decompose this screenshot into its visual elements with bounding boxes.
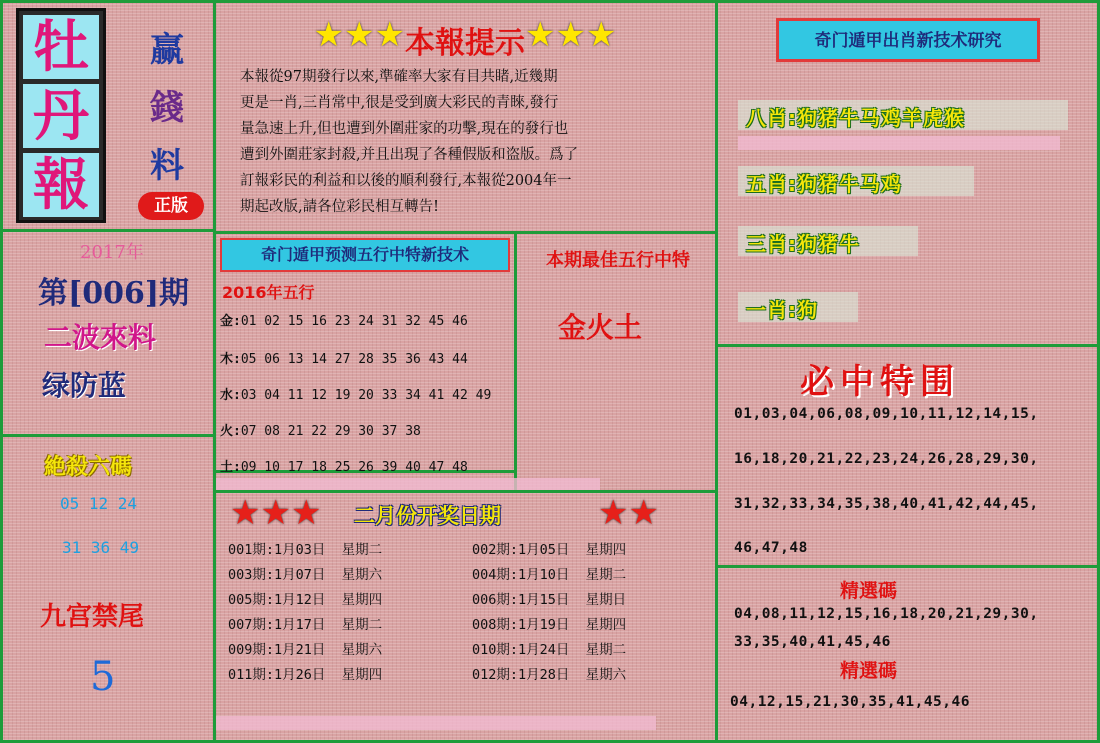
schedule-row: 005期:1月12日 星期四 [228, 592, 383, 608]
decorative-strip [216, 716, 656, 730]
three-zodiac: 三肖:狗猪牛 [746, 232, 860, 256]
selected-title-1: 精選碼 [840, 580, 898, 602]
nine-palace-value: 5 [90, 654, 116, 700]
element-key: 土: [220, 460, 241, 475]
schedule-row: 011期:1月26日 星期四 [228, 667, 383, 683]
element-nums: 09 10 17 18 25 26 39 40 47 48 [240, 460, 468, 475]
element-key: 水: [220, 388, 241, 403]
nine-palace-title: 九宫禁尾 [40, 602, 145, 632]
element-nums: 05 06 13 14 27 28 35 36 43 44 [240, 352, 468, 367]
notice-line: 訂報彩民的利益和以後的順利發行,本報從2004年一 [240, 173, 572, 189]
wave-label: 二波來料 [44, 321, 157, 354]
logo [16, 8, 106, 223]
five-elements-subtitle: 2016年五行 [222, 283, 315, 302]
decorative-strip [738, 136, 1060, 150]
kill-six-row-2: 31 36 49 [62, 538, 140, 557]
selected-line-1: 04,08,11,12,15,16,18,20,21,29,30, [734, 606, 1039, 622]
one-zodiac: 一肖:狗 [746, 298, 818, 322]
logo-char-2: 丹 [23, 84, 99, 148]
logo-char-1: 牡 [23, 15, 99, 79]
notice-line: 遭到外圍莊家封殺,并且出現了各種假版和盗版。爲了 [240, 147, 579, 163]
schedule-row: 008期:1月19日 星期四 [472, 617, 627, 633]
star-icon: ★★ [598, 493, 659, 533]
five-zodiac: 五肖:狗猪牛马鸡 [746, 172, 902, 196]
notice-title-row [310, 15, 620, 61]
element-row-wood [220, 348, 468, 367]
element-key: 火: [220, 424, 241, 439]
schedule-row: 002期:1月05日 星期四 [472, 542, 627, 558]
star-icon: ★★★ [313, 15, 405, 55]
element-key: 木: [220, 352, 241, 367]
notice-line: 本報從97期發行以來,準確率大家有目共睹,近幾期 [240, 69, 558, 85]
schedule-row: 009期:1月21日 星期六 [228, 642, 383, 658]
schedule-title-row [226, 494, 706, 534]
element-row-metal [220, 310, 468, 329]
element-nums: 03 04 11 12 19 20 33 34 41 42 49 [240, 388, 492, 403]
selected-line-3: 04,12,15,21,30,35,41,45,46 [730, 694, 970, 710]
best-element-value: 金火土 [557, 311, 642, 344]
element-row-water [220, 384, 491, 403]
vertical-char-2: 錢 [150, 88, 184, 128]
notice-text [240, 64, 700, 220]
star-icon: ★★★ [525, 15, 617, 55]
zodiac-box-title: 奇门遁甲出肖新技术研究 [776, 18, 1040, 62]
eight-zodiac: 八肖:狗猪牛马鸡羊虎猴 [746, 106, 965, 130]
schedule-row: 001期:1月03日 星期二 [228, 542, 383, 558]
five-elements-box-title: 奇门遁甲预测五行中特新技术 [220, 238, 510, 272]
issue-number: 第[006]期 [38, 276, 190, 311]
schedule-title: 二月份开奖日期 [354, 504, 501, 528]
schedule-row: 004期:1月10日 星期二 [472, 567, 627, 583]
selected-title-2: 精選碼 [840, 660, 898, 682]
vertical-char-1: 赢 [150, 30, 184, 70]
schedule-row: 006期:1月15日 星期日 [472, 592, 627, 608]
special-line: 01,03,04,06,08,09,10,11,12,14,15, [734, 406, 1039, 422]
element-nums: 07 08 21 22 29 30 37 38 [240, 424, 421, 439]
special-line: 16,18,20,21,22,23,24,26,28,29,30, [734, 451, 1039, 467]
star-icon: ★★★ [230, 493, 322, 533]
selected-line-2: 33,35,40,41,45,46 [734, 634, 891, 650]
kill-six-title: 絶殺六碼 [44, 455, 133, 480]
element-row-earth [220, 456, 468, 475]
kill-six-row-1: 05 12 24 [60, 494, 138, 513]
schedule-row: 007期:1月17日 星期二 [228, 617, 383, 633]
schedule-row: 012期:1月28日 星期六 [472, 667, 627, 683]
vertical-char-3: 料 [150, 146, 184, 186]
element-key: 金: [220, 314, 241, 329]
logo-char-3: 報 [23, 153, 99, 217]
schedule-row: 010期:1月24日 星期二 [472, 642, 627, 658]
element-row-fire [220, 420, 421, 439]
decorative-strip [216, 478, 600, 490]
genuine-badge: 正版 [138, 192, 204, 220]
notice-line: 更是一肖,三肖常中,很是受到廣大彩民的青睞,發行 [240, 95, 559, 111]
selected-panel [715, 565, 1100, 743]
special-line: 31,32,33,34,35,38,40,41,42,44,45, [734, 496, 1039, 512]
best-element-title: 本期最佳五行中特 [546, 250, 690, 271]
notice-line: 期起改版,請各位彩民相互轉告! [240, 199, 439, 215]
element-nums: 01 02 15 16 23 24 31 32 45 46 [240, 314, 468, 329]
year-label: 2017年 [80, 242, 144, 263]
notice-line: 量急速上升,但也遭到外圍莊家的功擊,現在的發行也 [240, 121, 569, 137]
schedule-row: 003期:1月07日 星期六 [228, 567, 383, 583]
special-title: 必中特围 [800, 362, 960, 402]
notice-title: 本報提示 [405, 26, 525, 61]
special-line: 46,47,48 [734, 540, 808, 556]
guard-label: 绿防蓝 [42, 369, 127, 402]
